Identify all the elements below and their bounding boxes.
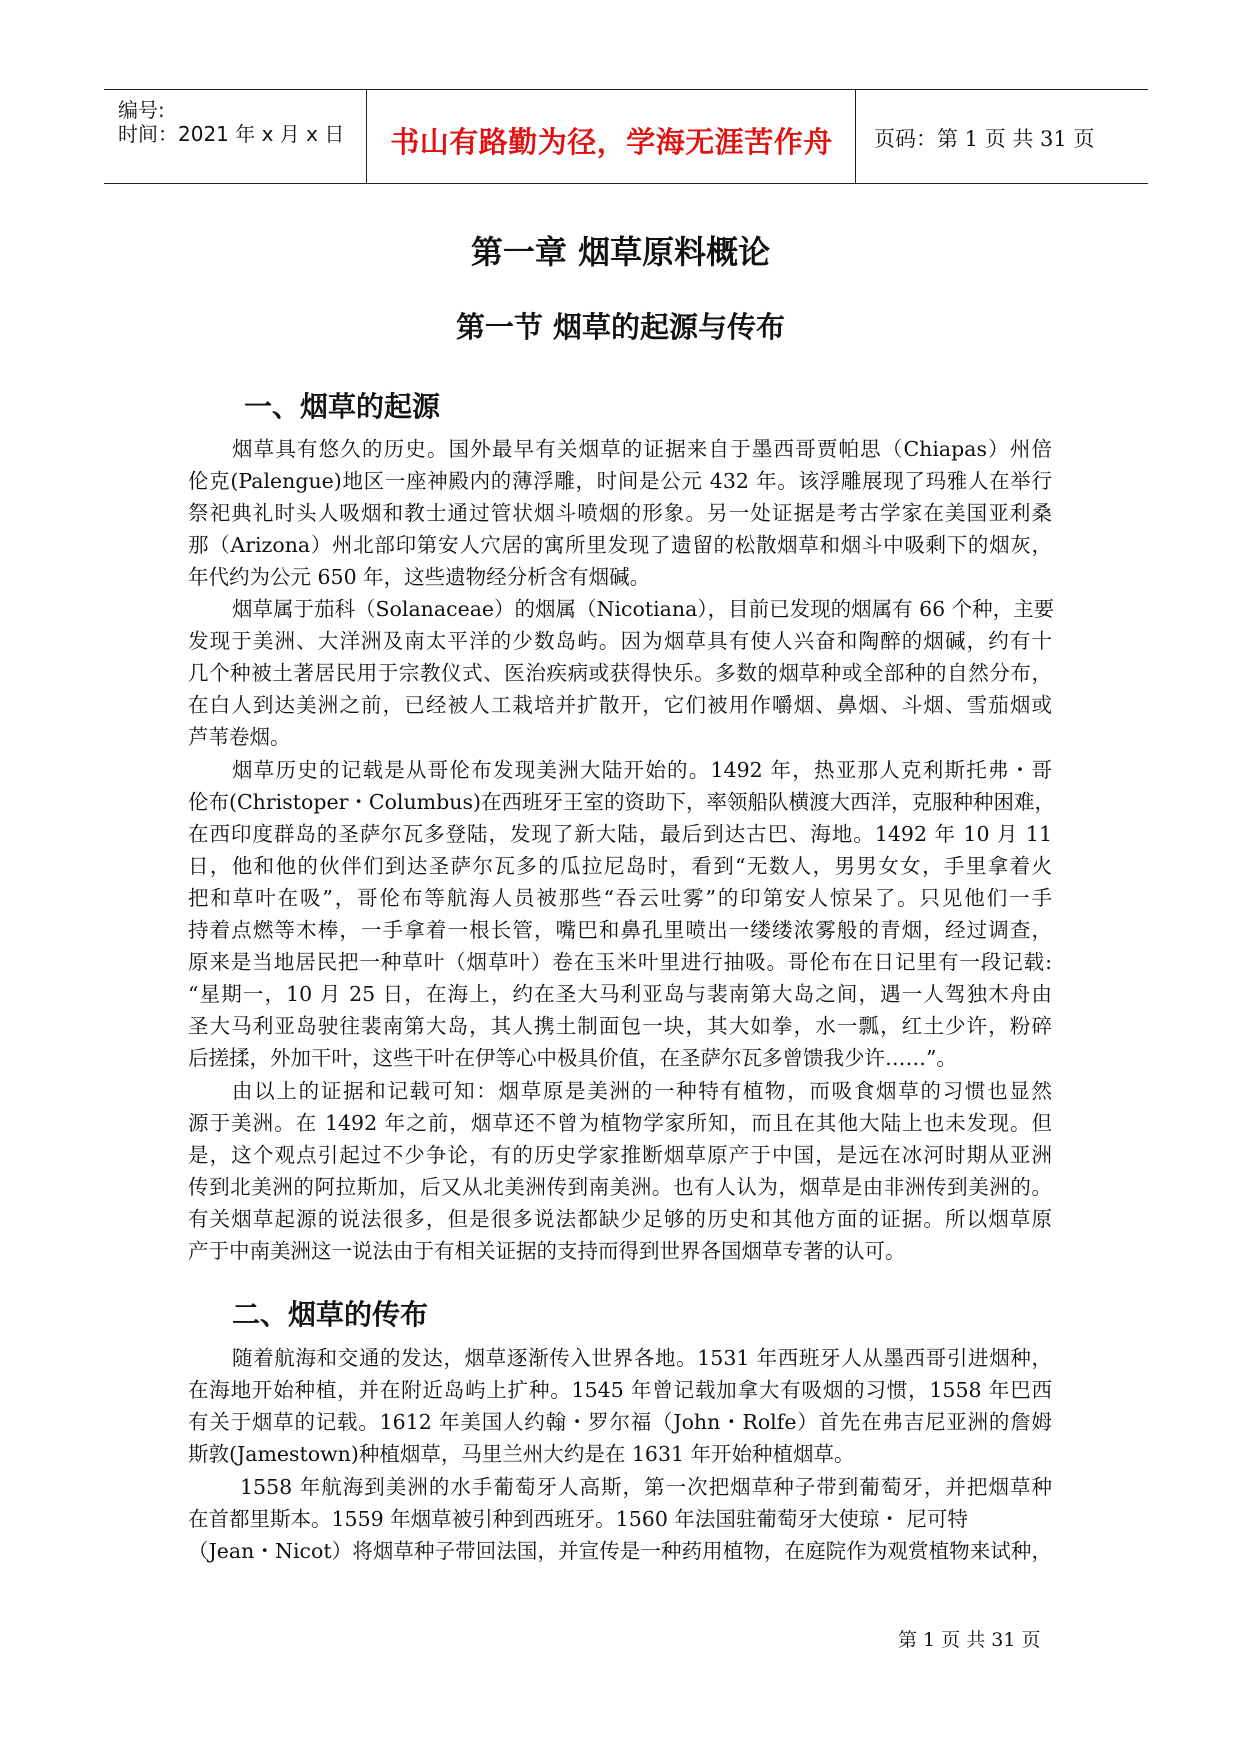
- body-line: 由以上的证据和记载可知：烟草原是美洲的一种特有植物，而吸食烟草的习惯也显然: [232, 1079, 1052, 1103]
- body-line: （Jean・Nicot）将烟草种子带回法国，并宣传是一种药用植物，在庭院作为观赏植物来试种，: [188, 1539, 1052, 1563]
- body-line: 几个种被土著居民用于宗教仪式、医治疾病或获得快乐。多数的烟草种或全部种的自然分布，: [188, 661, 1052, 685]
- body-line: 烟草具有悠久的历史。国外最早有关烟草的证据来自于墨西哥贾帕思（Chiapas）州倍: [232, 437, 1052, 461]
- body-line: 是，这个观点引起过不少争论，有的历史学家推断烟草原产于中国，是远在冰河时期从亚洲: [188, 1143, 1052, 1167]
- body-line: 发现于美洲、大洋洲及南太平洋的少数岛屿。因为烟草具有使人兴奋和陶醉的烟碱，约有十: [188, 629, 1052, 653]
- body-line: 把和草叶在吸”，哥伦布等航海人员被那些“吞云吐雾”的印第安人惊呆了。只见他们一手: [188, 886, 1052, 910]
- body-line: 后搓揉，外加干叶，这些干叶在伊等心中极具价值，在圣萨尔瓦多曾馈我少许……”。: [188, 1046, 957, 1070]
- document-time-label: 时间：2021 年 x 月 x 日: [118, 122, 345, 146]
- body-line: 产于中南美洲这一说法由于有相关证据的支持而得到世界各国烟草专著的认可。: [188, 1239, 906, 1263]
- document-number-label: 编号:: [118, 98, 165, 122]
- body-line: 原来是当地居民把一种草叶（烟草叶）卷在玉米叶里进行抽吸。哥伦布在日记里有一段记载:: [188, 950, 1052, 974]
- header-page-info: 页码：第 1 页 共 31 页: [874, 127, 1095, 151]
- body-line: 有关烟草起源的说法很多，但是很多说法都缺少足够的历史和其他方面的证据。所以烟草原: [188, 1207, 1052, 1231]
- body-line: 斯敦(Jamestown)种植烟草，马里兰州大约是在 1631 年开始种植烟草。: [188, 1442, 855, 1466]
- body-line: 烟草历史的记载是从哥伦布发现美洲大陆开始的。1492 年，热亚那人克利斯托弗・哥: [232, 758, 1052, 782]
- header-meta-cell: [104, 90, 367, 183]
- body-line: 伦克(Palengue)地区一座神殿内的薄浮雕，时间是公元 432 年。该浮雕展现了玛雅人在举行: [188, 469, 1052, 493]
- body-line: 持着点燃等木棒，一手拿着一根长管，嘴巴和鼻孔里喷出一缕缕浓雾般的青烟，经过调查，: [188, 918, 1052, 942]
- body-line: 芦苇卷烟。: [188, 725, 291, 749]
- body-line: 祭祀典礼时头人吸烟和教士通过管状烟斗喷烟的形象。另一处证据是考古学家在美国亚利桑: [188, 501, 1052, 525]
- body-line: 伦布(Christoper・Columbus)在西班牙王室的资助下，率领船队横渡大西洋，克服种种困难，: [188, 790, 1055, 814]
- chapter-title: 第一章 烟草原料概论: [470, 233, 771, 271]
- section-title: 第一节 烟草的起源与传布: [455, 310, 786, 344]
- header-page-cell: [857, 90, 1148, 183]
- body-line: 那（Arizona）州北部印第安人穴居的寓所里发现了遗留的松散烟草和烟斗中吸剩下的烟灰，: [188, 533, 1052, 557]
- header-motto: 书山有路勤为径，学海无涯苦作舟: [390, 125, 833, 159]
- heading-spread: 二、烟草的传布: [232, 1298, 429, 1331]
- body-line: 传到北美洲的阿拉斯加，后又从北美洲传到南美洲。也有人认为，烟草是由非洲传到美洲的。: [188, 1175, 1052, 1199]
- body-line: 圣大马利亚岛驶往裴南第大岛，其人携土制面包一块，其大如拳，水一瓢，红土少许，粉碎: [188, 1014, 1052, 1038]
- body-line: 日，他和他的伙伴们到达圣萨尔瓦多的瓜拉尼岛时，看到“无数人，男男女女，手里拿着火: [188, 854, 1052, 878]
- body-line: 源于美洲。在 1492 年之前，烟草还不曾为植物学家所知，而且在其他大陆上也未发现。但: [188, 1111, 1052, 1135]
- page-footer: 第 1 页 共 31 页: [898, 1629, 1041, 1651]
- body-line: 在西印度群岛的圣萨尔瓦多登陆，发现了新大陆，最后到达古巴、海地。1492 年 10 月 11: [188, 822, 1052, 846]
- body-line: 随着航海和交通的发达，烟草逐渐传入世界各地。1531 年西班牙人从墨西哥引进烟种，: [232, 1346, 1052, 1370]
- body-line: 在白人到达美洲之前，已经被人工栽培并扩散开，它们被用作嚼烟、鼻烟、斗烟、雪茄烟或: [188, 693, 1052, 717]
- body-line: 烟草属于茄科（Solanaceae）的烟属（Nicotiana），目前已发现的烟属有 66 个种，主要: [232, 597, 1055, 621]
- page-header: [104, 89, 1148, 184]
- body-line: 年代约为公元 650 年，这些遗物经分析含有烟碱。: [188, 565, 651, 589]
- body-line: 在海地开始种植，并在附近岛屿上扩种。1545 年曾记载加拿大有吸烟的习惯，1558 年巴西: [188, 1378, 1052, 1402]
- body-line: 1558 年航海到美洲的水手葡萄牙人高斯，第一次把烟草种子带到葡萄牙，并把烟草种: [240, 1475, 1052, 1499]
- header-motto-cell: [368, 90, 856, 183]
- heading-origin: 一、烟草的起源: [244, 390, 441, 423]
- body-line: 有关于烟草的记载。1612 年美国人约翰・罗尔福（John・Rolfe）首先在弗吉尼亚洲的詹姆: [188, 1410, 1052, 1434]
- body-line: 在首都里斯本。1559 年烟草被引种到西班牙。1560 年法国驻葡萄牙大使琼・ 尼可特: [188, 1507, 968, 1531]
- body-line: “星期一，10 月 25 日，在海上，约在圣大马利亚岛与裴南第大岛之间，遇一人驾独木舟由: [188, 982, 1052, 1006]
